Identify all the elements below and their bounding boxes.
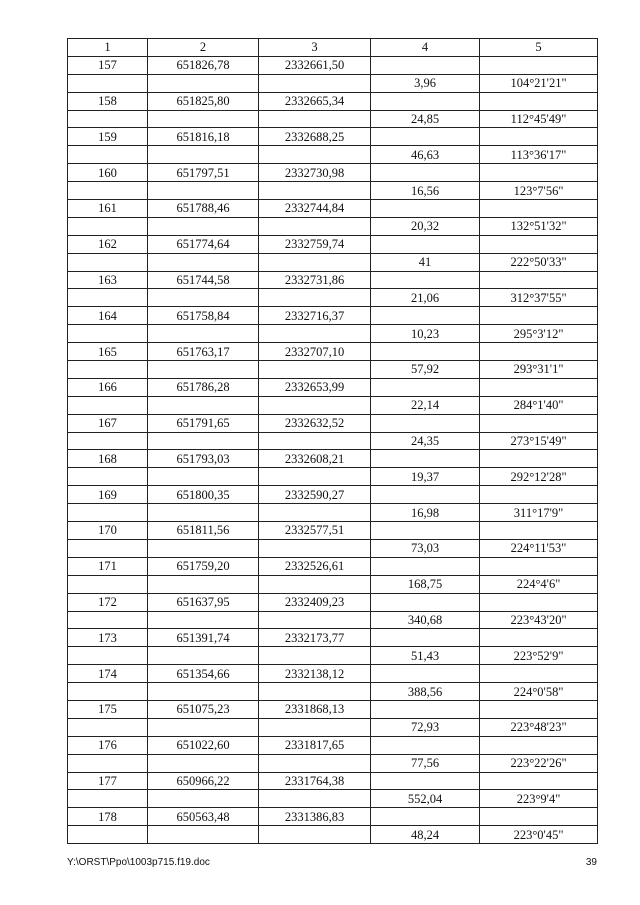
table-cell: 340,68 [371, 611, 480, 629]
table-cell: 651786,28 [148, 378, 259, 396]
table-cell: 651759,20 [148, 557, 259, 575]
table-cell [259, 146, 371, 164]
table-cell [480, 414, 598, 432]
table-cell: 167 [68, 414, 148, 432]
header-row [68, 39, 598, 57]
table-row [68, 271, 598, 289]
table-cell: 2332608,21 [259, 450, 371, 468]
table-row [68, 146, 598, 164]
table-cell [259, 647, 371, 665]
table-cell [259, 683, 371, 701]
table-cell: 552,04 [371, 790, 480, 808]
table-cell [148, 754, 259, 772]
table-cell [480, 736, 598, 754]
table-row [68, 56, 598, 74]
coordinates-table [67, 38, 598, 844]
table-row [68, 611, 598, 629]
table-row [68, 217, 598, 235]
table-row [68, 74, 598, 92]
table-cell [371, 629, 480, 647]
table-cell: 273°15'49" [480, 432, 598, 450]
table-cell: 651637,95 [148, 593, 259, 611]
table-cell [371, 343, 480, 361]
table-cell: 388,56 [371, 683, 480, 701]
table-cell: 176 [68, 736, 148, 754]
table-cell: 2332173,77 [259, 629, 371, 647]
table-cell: 311°17'9" [480, 504, 598, 522]
table-cell [68, 110, 148, 128]
table-cell: 157 [68, 56, 148, 74]
table-row [68, 826, 598, 844]
table-cell: 2332744,84 [259, 200, 371, 218]
table-cell: 223°9'4" [480, 790, 598, 808]
table-cell [480, 378, 598, 396]
table-cell: 223°43'20" [480, 611, 598, 629]
table-cell: 2331817,65 [259, 736, 371, 754]
table-cell [259, 718, 371, 736]
table-row [68, 808, 598, 826]
table-cell: 223°48'23" [480, 718, 598, 736]
table-cell: 41 [371, 253, 480, 271]
table-row [68, 700, 598, 718]
table-row [68, 486, 598, 504]
table-cell [371, 522, 480, 540]
table-cell: 295°3'12" [480, 325, 598, 343]
table-cell: 175 [68, 700, 148, 718]
table-cell [148, 539, 259, 557]
table-cell [68, 468, 148, 486]
table-cell: 223°22'26" [480, 754, 598, 772]
table-cell: 651800,35 [148, 486, 259, 504]
table-cell: 2332665,34 [259, 92, 371, 110]
table-cell: 169 [68, 486, 148, 504]
table-cell [480, 128, 598, 146]
table-cell [371, 665, 480, 683]
table-cell: 651022,60 [148, 736, 259, 754]
table-cell [371, 593, 480, 611]
table-row [68, 718, 598, 736]
table-row [68, 432, 598, 450]
table-cell: 77,56 [371, 754, 480, 772]
table-cell: 224°11'53" [480, 539, 598, 557]
table-cell: 166 [68, 378, 148, 396]
table-cell [371, 736, 480, 754]
table-cell [148, 432, 259, 450]
table-cell [259, 361, 371, 379]
table-cell [259, 432, 371, 450]
table-cell: 21,06 [371, 289, 480, 307]
table-cell: 57,92 [371, 361, 480, 379]
table-cell [148, 182, 259, 200]
header-cell: 5 [480, 39, 598, 57]
table-cell [259, 74, 371, 92]
table-cell [371, 307, 480, 325]
table-cell [259, 110, 371, 128]
table-cell: 651826,78 [148, 56, 259, 74]
table-cell [148, 253, 259, 271]
table-cell [68, 361, 148, 379]
table-cell: 2332577,51 [259, 522, 371, 540]
table-cell: 16,98 [371, 504, 480, 522]
table-cell: 650966,22 [148, 772, 259, 790]
table-cell: 651797,51 [148, 164, 259, 182]
table-cell [259, 182, 371, 200]
table-cell [480, 772, 598, 790]
table-cell [148, 575, 259, 593]
table-cell: 173 [68, 629, 148, 647]
table-cell [68, 504, 148, 522]
table-cell: 223°0'45" [480, 826, 598, 844]
table-cell: 19,37 [371, 468, 480, 486]
table-cell: 165 [68, 343, 148, 361]
table-cell: 2331386,83 [259, 808, 371, 826]
table-cell: 2332716,37 [259, 307, 371, 325]
table-row [68, 504, 598, 522]
table-cell [68, 611, 148, 629]
table-row [68, 164, 598, 182]
table-cell: 651774,64 [148, 235, 259, 253]
table-cell [148, 289, 259, 307]
table-cell [148, 217, 259, 235]
table-cell: 174 [68, 665, 148, 683]
table-cell [148, 504, 259, 522]
table-cell: 123°7'56" [480, 182, 598, 200]
table-cell: 159 [68, 128, 148, 146]
table-cell [259, 217, 371, 235]
table-cell: 651354,66 [148, 665, 259, 683]
table-cell [480, 235, 598, 253]
table-body [68, 56, 598, 843]
table-cell [371, 700, 480, 718]
table-cell [480, 522, 598, 540]
table-cell [480, 164, 598, 182]
table-cell [148, 468, 259, 486]
table-cell: 2331868,13 [259, 700, 371, 718]
header-cell: 2 [148, 39, 259, 57]
table-cell [371, 271, 480, 289]
table-cell [480, 56, 598, 74]
table-cell [480, 92, 598, 110]
table-cell [148, 790, 259, 808]
table-cell [68, 683, 148, 701]
table-cell [259, 575, 371, 593]
table-cell: 222°50'33" [480, 253, 598, 271]
table-cell: 170 [68, 522, 148, 540]
table-cell: 651744,58 [148, 271, 259, 289]
table-row [68, 128, 598, 146]
table-cell [259, 289, 371, 307]
table-cell [68, 539, 148, 557]
table-cell [371, 486, 480, 504]
table-cell: 163 [68, 271, 148, 289]
table-row [68, 361, 598, 379]
table-cell [371, 772, 480, 790]
table-cell [480, 629, 598, 647]
table-row [68, 378, 598, 396]
table-cell: 651763,17 [148, 343, 259, 361]
table-row [68, 736, 598, 754]
table-cell: 224°4'6" [480, 575, 598, 593]
table-cell: 651075,23 [148, 700, 259, 718]
table-cell: 73,03 [371, 539, 480, 557]
table-cell [480, 665, 598, 683]
table-cell: 158 [68, 92, 148, 110]
table-cell: 2332759,74 [259, 235, 371, 253]
table-row [68, 110, 598, 128]
table-cell: 312°37'55" [480, 289, 598, 307]
table-cell [259, 826, 371, 844]
table-cell: 24,35 [371, 432, 480, 450]
table-cell [480, 200, 598, 218]
table-cell [148, 74, 259, 92]
table-row [68, 235, 598, 253]
table-row [68, 450, 598, 468]
table-cell: 104°21'21" [480, 74, 598, 92]
table-cell: 284°1'40" [480, 396, 598, 414]
table-cell: 160 [68, 164, 148, 182]
table-cell [68, 826, 148, 844]
table-cell [371, 235, 480, 253]
table-cell: 162 [68, 235, 148, 253]
table-cell: 223°52'9" [480, 647, 598, 665]
table-cell [480, 450, 598, 468]
table-cell: 2332632,52 [259, 414, 371, 432]
table-cell [148, 826, 259, 844]
table-cell [371, 200, 480, 218]
table-cell: 2332731,86 [259, 271, 371, 289]
table-cell: 10,23 [371, 325, 480, 343]
table-cell [371, 414, 480, 432]
table-cell: 132°51'32" [480, 217, 598, 235]
table-cell: 3,96 [371, 74, 480, 92]
table-cell [480, 593, 598, 611]
table-row [68, 468, 598, 486]
table-cell: 164 [68, 307, 148, 325]
table-cell [148, 110, 259, 128]
table-cell: 651825,80 [148, 92, 259, 110]
table-cell [68, 396, 148, 414]
table-cell [68, 432, 148, 450]
table-row [68, 182, 598, 200]
table-cell: 22,14 [371, 396, 480, 414]
table-row [68, 343, 598, 361]
table-cell: 2332409,23 [259, 593, 371, 611]
table-cell: 113°36'17" [480, 146, 598, 164]
table-row [68, 200, 598, 218]
table-cell: 72,93 [371, 718, 480, 736]
table-cell: 168,75 [371, 575, 480, 593]
table-cell: 178 [68, 808, 148, 826]
table-cell: 168 [68, 450, 148, 468]
header-cell: 4 [371, 39, 480, 57]
table-cell [259, 539, 371, 557]
table-row [68, 539, 598, 557]
table-cell: 161 [68, 200, 148, 218]
header-cell: 1 [68, 39, 148, 57]
table-row [68, 325, 598, 343]
table-cell [68, 289, 148, 307]
table-cell [259, 790, 371, 808]
table-cell: 46,63 [371, 146, 480, 164]
table-row [68, 522, 598, 540]
footer-file-path: Y:\ORST\Ppo\1003p715.f19.doc [67, 857, 210, 868]
table-cell [68, 647, 148, 665]
table-cell: 2332653,99 [259, 378, 371, 396]
table-cell: 20,32 [371, 217, 480, 235]
table-cell: 651811,56 [148, 522, 259, 540]
table-cell [68, 253, 148, 271]
table-header [68, 39, 598, 57]
table-cell [371, 164, 480, 182]
table-cell [68, 790, 148, 808]
table-cell [480, 700, 598, 718]
table-cell [480, 557, 598, 575]
table-cell: 2332707,10 [259, 343, 371, 361]
table-cell [68, 718, 148, 736]
table-cell [259, 253, 371, 271]
table-row [68, 414, 598, 432]
table-cell: 2332730,98 [259, 164, 371, 182]
table-row [68, 92, 598, 110]
table-cell [68, 146, 148, 164]
table-cell: 2331764,38 [259, 772, 371, 790]
table-cell: 51,43 [371, 647, 480, 665]
table-cell [259, 611, 371, 629]
table-cell: 2332526,61 [259, 557, 371, 575]
table-cell [480, 307, 598, 325]
table-cell [148, 361, 259, 379]
table-cell [480, 486, 598, 504]
table-row [68, 790, 598, 808]
table-cell [148, 718, 259, 736]
table-cell [148, 396, 259, 414]
table-row [68, 593, 598, 611]
table-cell: 48,24 [371, 826, 480, 844]
table-cell: 292°12'28" [480, 468, 598, 486]
table-cell: 651788,46 [148, 200, 259, 218]
table-cell [480, 271, 598, 289]
table-cell: 2332661,50 [259, 56, 371, 74]
table-cell: 172 [68, 593, 148, 611]
table-row [68, 557, 598, 575]
table-cell: 651816,18 [148, 128, 259, 146]
table-cell [148, 647, 259, 665]
table-cell [371, 378, 480, 396]
table-row [68, 396, 598, 414]
table-row [68, 253, 598, 271]
table-row [68, 683, 598, 701]
table-cell [480, 343, 598, 361]
table-row [68, 289, 598, 307]
table-cell [68, 325, 148, 343]
table-cell [68, 182, 148, 200]
table-cell [371, 128, 480, 146]
table-cell: 112°45'49" [480, 110, 598, 128]
footer-page-number: 39 [585, 857, 597, 868]
table-cell: 224°0'58" [480, 683, 598, 701]
table-cell: 651793,03 [148, 450, 259, 468]
table-cell: 2332688,25 [259, 128, 371, 146]
table-cell: 24,85 [371, 110, 480, 128]
table-row [68, 307, 598, 325]
table-row [68, 629, 598, 647]
table-cell: 2332590,27 [259, 486, 371, 504]
table-cell: 171 [68, 557, 148, 575]
table-cell [148, 325, 259, 343]
table-cell [259, 468, 371, 486]
table-cell [259, 325, 371, 343]
table-cell: 651791,65 [148, 414, 259, 432]
table-cell [68, 217, 148, 235]
table-row [68, 754, 598, 772]
table-cell [371, 808, 480, 826]
table-cell [68, 754, 148, 772]
table-row [68, 647, 598, 665]
table-cell [259, 396, 371, 414]
table-cell [148, 146, 259, 164]
table-cell: 16,56 [371, 182, 480, 200]
table-cell [259, 754, 371, 772]
table-cell: 2332138,12 [259, 665, 371, 683]
table-cell [371, 450, 480, 468]
header-cell: 3 [259, 39, 371, 57]
table-cell [371, 92, 480, 110]
table-cell [371, 56, 480, 74]
table-row [68, 575, 598, 593]
table-cell: 651391,74 [148, 629, 259, 647]
table-cell: 650563,48 [148, 808, 259, 826]
table-cell [68, 575, 148, 593]
table-cell [148, 611, 259, 629]
table-cell: 177 [68, 772, 148, 790]
table-cell: 651758,84 [148, 307, 259, 325]
table-cell [371, 557, 480, 575]
table-cell [148, 683, 259, 701]
table-cell [259, 504, 371, 522]
table-cell: 293°31'1" [480, 361, 598, 379]
table-row [68, 665, 598, 683]
table-row [68, 772, 598, 790]
table-cell [480, 808, 598, 826]
table-cell [68, 74, 148, 92]
